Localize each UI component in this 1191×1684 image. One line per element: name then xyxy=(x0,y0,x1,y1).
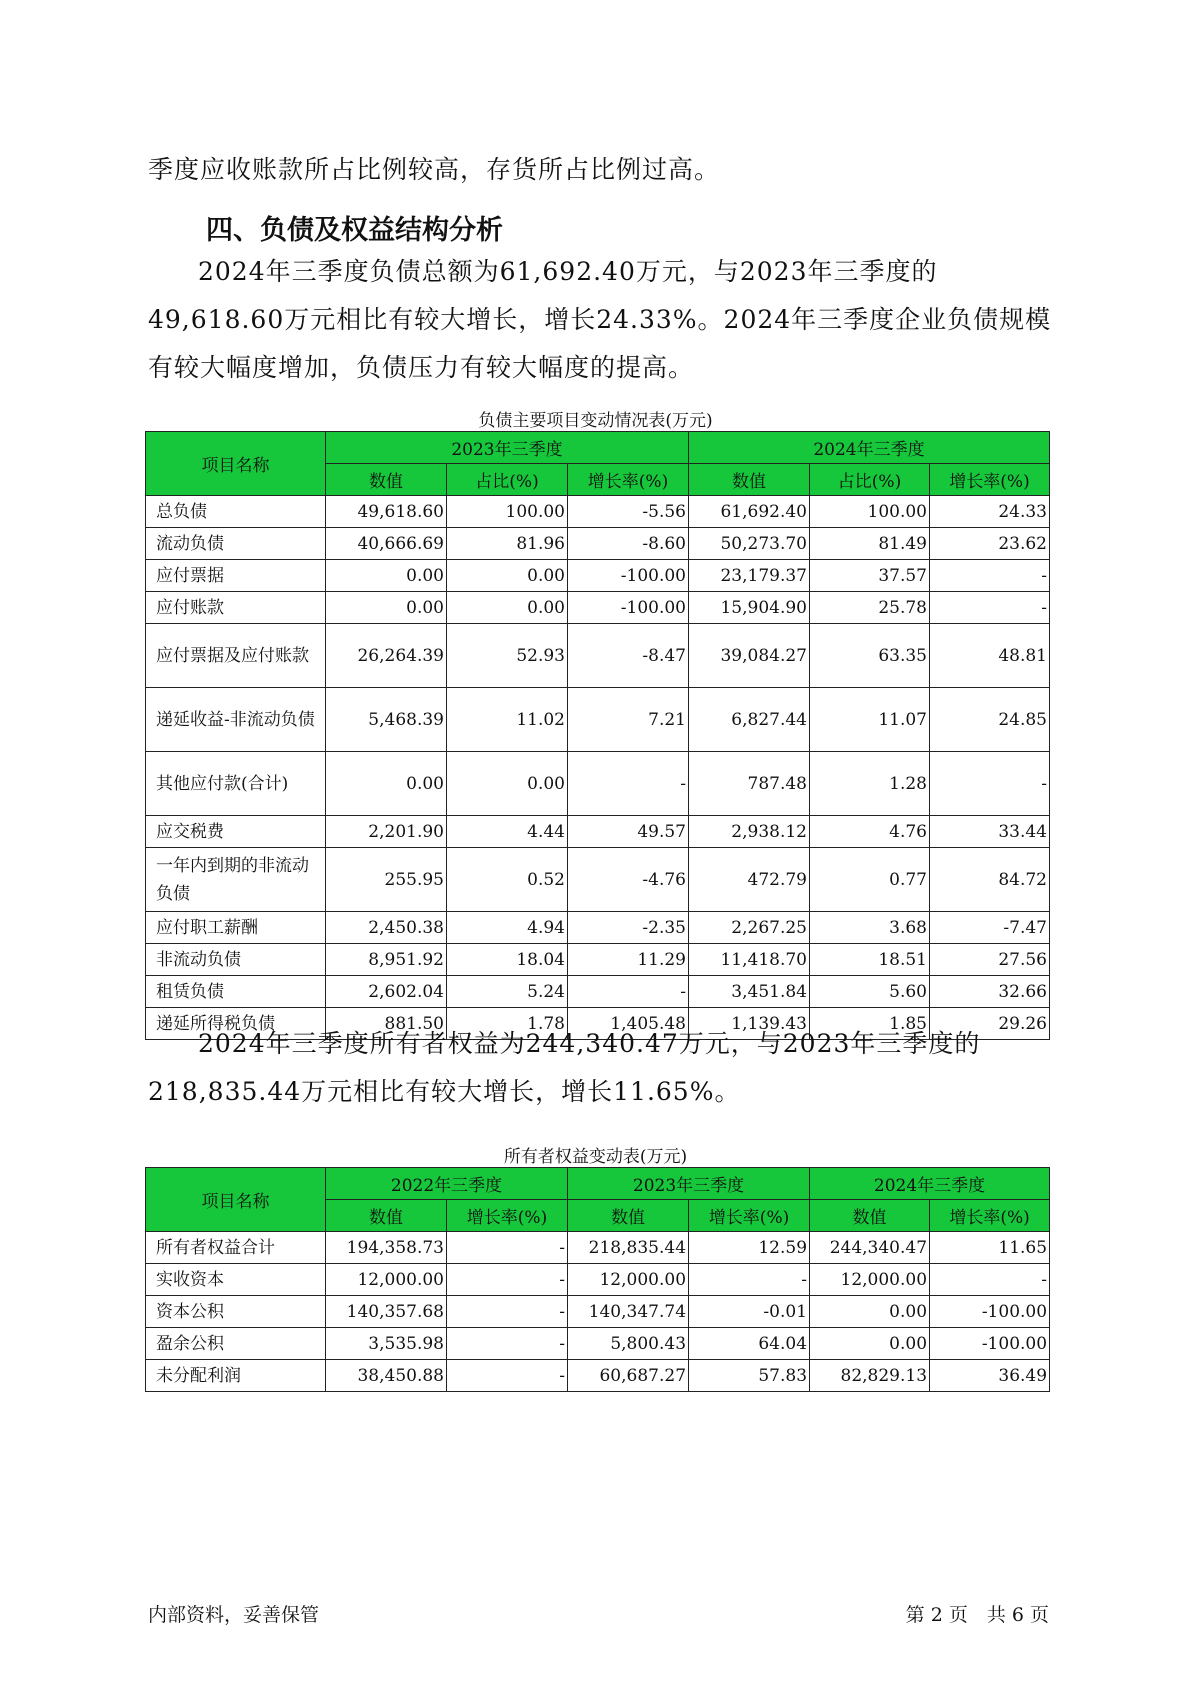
table-header-item: 项目名称 xyxy=(146,1168,326,1232)
row-label: 应付票据及应付账款 xyxy=(146,624,326,688)
table-cell: 255.95 xyxy=(326,848,447,912)
table-cell: 8,951.92 xyxy=(326,944,447,976)
table-cell: 4.94 xyxy=(447,912,568,944)
table-cell: 12,000.00 xyxy=(326,1264,447,1296)
table-cell: 5.24 xyxy=(447,976,568,1008)
table-row xyxy=(146,1360,1050,1392)
table-row xyxy=(146,624,1050,688)
row-label: 流动负债 xyxy=(146,528,326,560)
table-cell: 27.56 xyxy=(930,944,1050,976)
table-row xyxy=(146,944,1050,976)
table-header-value: 数值 xyxy=(689,464,810,496)
row-label: 应付账款 xyxy=(146,592,326,624)
table-cell: 29.26 xyxy=(930,1008,1050,1040)
table-cell: - xyxy=(689,1264,810,1296)
table-cell: 12.59 xyxy=(689,1232,810,1264)
table-cell: 0.00 xyxy=(326,752,447,816)
row-label: 其他应付款(合计) xyxy=(146,752,326,816)
table-cell: 11.02 xyxy=(447,688,568,752)
table-cell: 52.93 xyxy=(447,624,568,688)
table-cell: -100.00 xyxy=(930,1328,1050,1360)
table-cell: 2,201.90 xyxy=(326,816,447,848)
table-row xyxy=(146,1264,1050,1296)
table-cell: 25.78 xyxy=(810,592,930,624)
table-cell: 0.00 xyxy=(447,560,568,592)
table-row xyxy=(146,976,1050,1008)
liabilities-paragraph: 2024年三季度负债总额为61,692.40万元，与2023年三季度的49,618.60万元相比有较大增长，增长24.33%。2024年三季度企业负债规模有较大幅度增加，负债压力有较大幅度的提高。 xyxy=(148,257,1052,382)
table-cell: 2,938.12 xyxy=(689,816,810,848)
row-label: 应交税费 xyxy=(146,816,326,848)
table-cell: 49,618.60 xyxy=(326,496,447,528)
liabilities-table-caption: 负债主要项目变动情况表(万元) xyxy=(478,411,713,431)
table-cell: - xyxy=(447,1360,568,1392)
table-cell: -2.35 xyxy=(568,912,689,944)
footer-page-number: 第 2 页 共 6 页 xyxy=(905,1604,1049,1626)
table-cell: 3,535.98 xyxy=(326,1328,447,1360)
table-cell: 4.76 xyxy=(810,816,930,848)
table-row xyxy=(146,848,1050,912)
table-cell: 194,358.73 xyxy=(326,1232,447,1264)
table-row xyxy=(146,752,1050,816)
table-header-growth: 增长率(%) xyxy=(930,464,1050,496)
row-label: 盈余公积 xyxy=(146,1328,326,1360)
row-label: 租赁负债 xyxy=(146,976,326,1008)
table-cell: -5.56 xyxy=(568,496,689,528)
table-cell: 4.44 xyxy=(447,816,568,848)
table-cell: 82,829.13 xyxy=(810,1360,930,1392)
table-header-value: 数值 xyxy=(326,1200,447,1232)
table-cell: 50,273.70 xyxy=(689,528,810,560)
table-header-group: 2024年三季度 xyxy=(810,1168,1050,1200)
table-cell: 5,800.43 xyxy=(568,1328,689,1360)
table-cell: 37.57 xyxy=(810,560,930,592)
table-cell: 60,687.27 xyxy=(568,1360,689,1392)
row-label: 总负债 xyxy=(146,496,326,528)
table-cell: 472.79 xyxy=(689,848,810,912)
table-cell: 81.96 xyxy=(447,528,568,560)
table-cell: 2,602.04 xyxy=(326,976,447,1008)
table-row xyxy=(146,1232,1050,1264)
table-header-group: 2023年三季度 xyxy=(568,1168,810,1200)
table-row xyxy=(146,1328,1050,1360)
table-row xyxy=(146,592,1050,624)
row-label: 递延所得税负债 xyxy=(146,1008,326,1040)
table-cell: 1.85 xyxy=(810,1008,930,1040)
footer-confidential-note: 内部资料，妥善保管 xyxy=(148,1604,320,1626)
table-cell: 244,340.47 xyxy=(810,1232,930,1264)
liabilities-table xyxy=(145,431,1050,1040)
equity-table xyxy=(145,1167,1050,1392)
table-header-growth: 增长率(%) xyxy=(689,1200,810,1232)
table-row xyxy=(146,1296,1050,1328)
table-cell: -7.47 xyxy=(930,912,1050,944)
table-cell: 33.44 xyxy=(930,816,1050,848)
table-cell: - xyxy=(447,1264,568,1296)
table-cell: 11.07 xyxy=(810,688,930,752)
table-header-growth: 增长率(%) xyxy=(447,1200,568,1232)
table-cell: 218,835.44 xyxy=(568,1232,689,1264)
table-cell: - xyxy=(447,1296,568,1328)
table-cell: -100.00 xyxy=(568,592,689,624)
table-cell: 84.72 xyxy=(930,848,1050,912)
table-cell: 1,139.43 xyxy=(689,1008,810,1040)
table-cell: 100.00 xyxy=(447,496,568,528)
table-cell: 0.00 xyxy=(326,560,447,592)
table-cell: 32.66 xyxy=(930,976,1050,1008)
table-cell: -100.00 xyxy=(930,1296,1050,1328)
table-cell: -0.01 xyxy=(689,1296,810,1328)
table-row xyxy=(146,560,1050,592)
table-cell: 2,450.38 xyxy=(326,912,447,944)
table-cell: 40,666.69 xyxy=(326,528,447,560)
table-cell: 0.00 xyxy=(447,752,568,816)
table-cell: 61,692.40 xyxy=(689,496,810,528)
table-cell: 0.00 xyxy=(810,1296,930,1328)
table-cell: 5.60 xyxy=(810,976,930,1008)
table-cell: 48.81 xyxy=(930,624,1050,688)
table-cell: 49.57 xyxy=(568,816,689,848)
table-cell: 787.48 xyxy=(689,752,810,816)
row-label: 未分配利润 xyxy=(146,1360,326,1392)
table-cell: 140,357.68 xyxy=(326,1296,447,1328)
table-cell: 0.77 xyxy=(810,848,930,912)
table-header-group: 2024年三季度 xyxy=(689,432,1050,464)
section-heading: 四、负债及权益结构分析 xyxy=(206,215,503,246)
table-cell: - xyxy=(447,1232,568,1264)
row-label: 实收资本 xyxy=(146,1264,326,1296)
table-cell: -100.00 xyxy=(568,560,689,592)
table-cell: 1.78 xyxy=(447,1008,568,1040)
table-cell: 1,405.48 xyxy=(568,1008,689,1040)
table-cell: 81.49 xyxy=(810,528,930,560)
table-cell: 23,179.37 xyxy=(689,560,810,592)
table-cell: 18.51 xyxy=(810,944,930,976)
table-cell: - xyxy=(568,976,689,1008)
table-cell: -8.47 xyxy=(568,624,689,688)
table-cell: 0.00 xyxy=(447,592,568,624)
table-header-ratio: 占比(%) xyxy=(810,464,930,496)
table-cell: - xyxy=(930,592,1050,624)
row-label: 所有者权益合计 xyxy=(146,1232,326,1264)
row-label: 一年内到期的非流动负债 xyxy=(146,848,326,912)
table-cell: - xyxy=(930,560,1050,592)
row-label: 应付职工薪酬 xyxy=(146,912,326,944)
table-cell: 38,450.88 xyxy=(326,1360,447,1392)
table-cell: 63.35 xyxy=(810,624,930,688)
table-cell: 36.49 xyxy=(930,1360,1050,1392)
table-cell: 0.00 xyxy=(326,592,447,624)
table-row xyxy=(146,528,1050,560)
table-header-ratio: 占比(%) xyxy=(447,464,568,496)
row-label: 递延收益-非流动负债 xyxy=(146,688,326,752)
table-cell: 5,468.39 xyxy=(326,688,447,752)
table-header-group: 2023年三季度 xyxy=(326,432,689,464)
table-cell: - xyxy=(447,1328,568,1360)
table-cell: 7.21 xyxy=(568,688,689,752)
table-header-value: 数值 xyxy=(326,464,447,496)
intro-paragraph-tail: 季度应收账款所占比例较高，存货所占比例过高。 xyxy=(148,155,721,184)
row-label: 资本公积 xyxy=(146,1296,326,1328)
table-cell: 140,347.74 xyxy=(568,1296,689,1328)
table-cell: -8.60 xyxy=(568,528,689,560)
table-header-growth: 增长率(%) xyxy=(930,1200,1050,1232)
table-cell: 3.68 xyxy=(810,912,930,944)
table-cell: - xyxy=(930,752,1050,816)
equity-paragraph: 2024年三季度所有者权益为244,340.47万元，与2023年三季度的218,835.44万元相比有较大增长，增长11.65%。 xyxy=(148,1029,981,1106)
table-row xyxy=(146,688,1050,752)
table-cell: 39,084.27 xyxy=(689,624,810,688)
table-cell: 11,418.70 xyxy=(689,944,810,976)
table-header-value: 数值 xyxy=(810,1200,930,1232)
table-cell: 11.29 xyxy=(568,944,689,976)
table-cell: 6,827.44 xyxy=(689,688,810,752)
row-label: 应付票据 xyxy=(146,560,326,592)
table-cell: 881.50 xyxy=(326,1008,447,1040)
table-header-group: 2022年三季度 xyxy=(326,1168,568,1200)
table-cell: 24.85 xyxy=(930,688,1050,752)
table-cell: 12,000.00 xyxy=(810,1264,930,1296)
table-cell: -4.76 xyxy=(568,848,689,912)
table-cell: - xyxy=(930,1264,1050,1296)
table-header-item: 项目名称 xyxy=(146,432,326,496)
table-cell: - xyxy=(568,752,689,816)
table-cell: 0.52 xyxy=(447,848,568,912)
table-cell: 11.65 xyxy=(930,1232,1050,1264)
table-header-value: 数值 xyxy=(568,1200,689,1232)
table-cell: 64.04 xyxy=(689,1328,810,1360)
row-label: 非流动负债 xyxy=(146,944,326,976)
table-cell: 15,904.90 xyxy=(689,592,810,624)
table-cell: 100.00 xyxy=(810,496,930,528)
table-header-growth: 增长率(%) xyxy=(568,464,689,496)
table-cell: 18.04 xyxy=(447,944,568,976)
table-cell: 0.00 xyxy=(810,1328,930,1360)
table-cell: 1.28 xyxy=(810,752,930,816)
table-cell: 2,267.25 xyxy=(689,912,810,944)
table-cell: 12,000.00 xyxy=(568,1264,689,1296)
table-row xyxy=(146,912,1050,944)
table-cell: 57.83 xyxy=(689,1360,810,1392)
table-cell: 26,264.39 xyxy=(326,624,447,688)
equity-table-caption: 所有者权益变动表(万元) xyxy=(503,1147,688,1167)
table-cell: 23.62 xyxy=(930,528,1050,560)
table-cell: 24.33 xyxy=(930,496,1050,528)
table-cell: 3,451.84 xyxy=(689,976,810,1008)
table-row xyxy=(146,496,1050,528)
table-row xyxy=(146,816,1050,848)
